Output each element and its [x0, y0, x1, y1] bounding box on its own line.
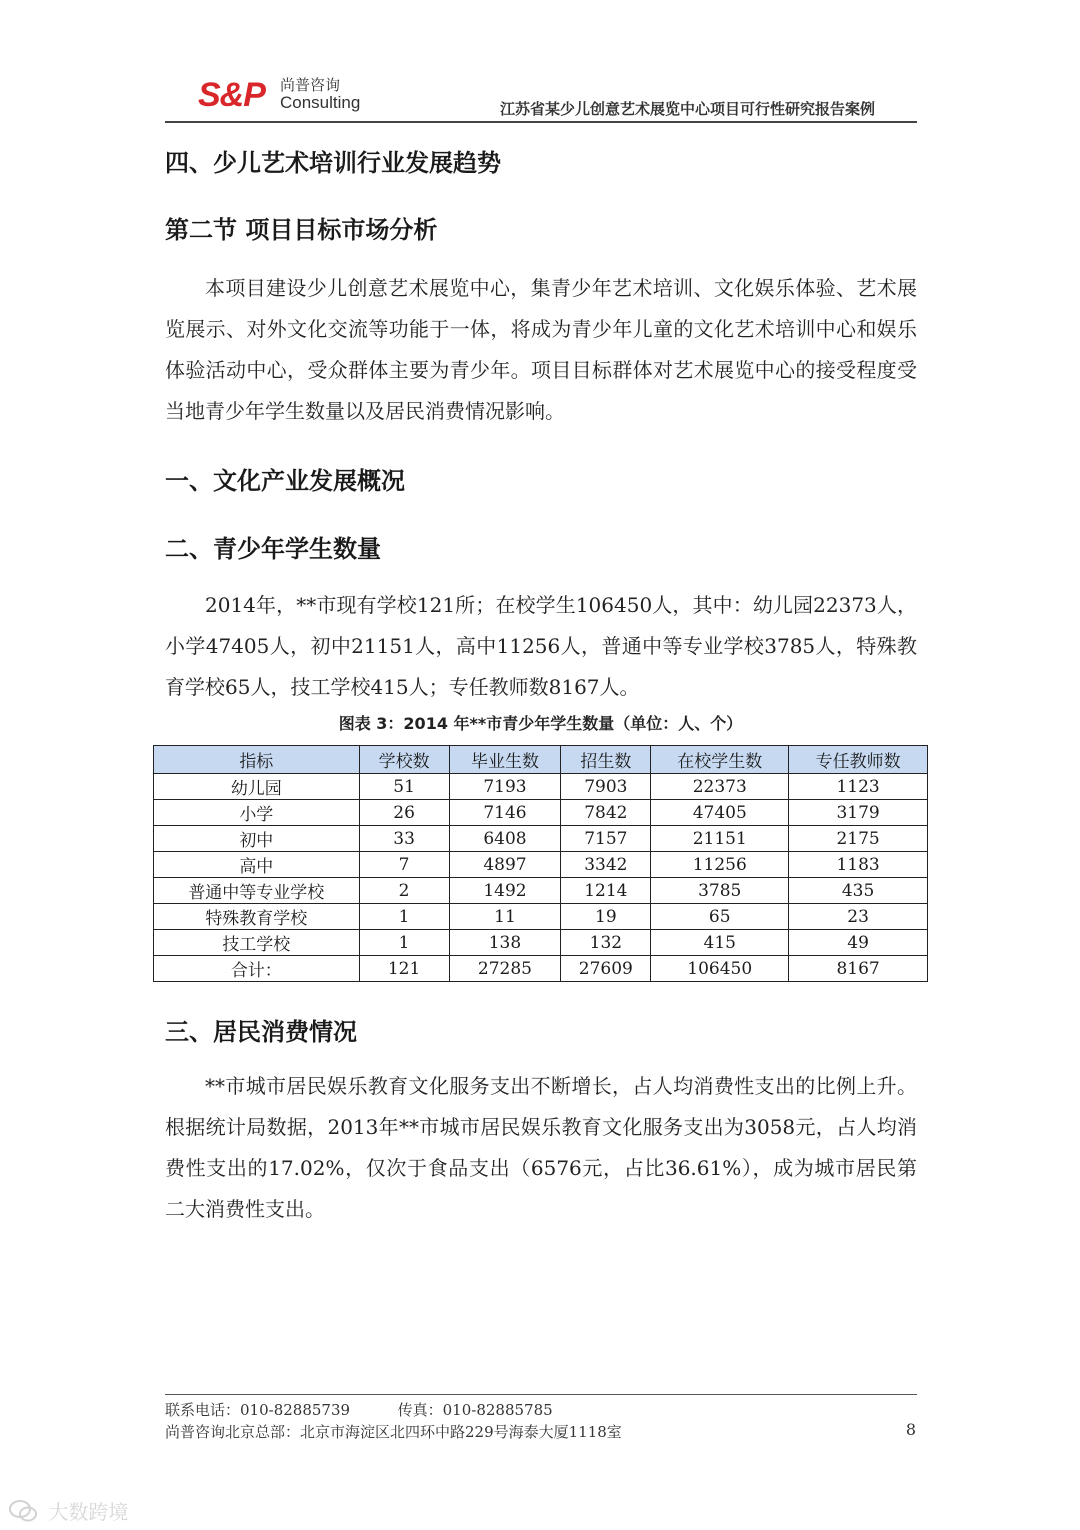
- students-paragraph: 2014年，**市现有学校121所；在校学生106450人，其中：幼儿园22373人，小学47405人，初中21151人，高中11256人，普通中等专业学校3785人，特殊教育学校65人，技工学校415人；专任教师数8167人。: [165, 593, 917, 699]
- consumption-paragraph: **市城市居民娱乐教育文化服务支出不断增长，占人均消费性支出的比例上升。根据统计局数据，2013年**市城市居民娱乐教育文化服务支出为3058元，占人均消费性支出的17.02%，仅次于食品支出（6576元，占比36.61%），成为城市居民第二大消费性支出。: [165, 1074, 917, 1221]
- table-cell: 1123: [789, 774, 928, 800]
- logo-chinese-name: 尚普咨询: [280, 76, 341, 94]
- table-cell: 19: [561, 904, 651, 930]
- footer-fax: 传真：010-82885785: [397, 1401, 553, 1419]
- table-cell: 普通中等专业学校: [154, 878, 360, 904]
- table-cell: 幼儿园: [154, 774, 360, 800]
- table-cell: 11: [449, 904, 561, 930]
- table-cell: 106450: [651, 956, 789, 982]
- wechat-icon: [8, 1499, 38, 1528]
- table-row: [154, 826, 928, 852]
- student-stats-table: [153, 745, 928, 982]
- table-cell: 22373: [651, 774, 789, 800]
- table-caption: 图表 3：2014 年**市青少年学生数量（单位：人、个）: [338, 714, 743, 733]
- table-cell: 2175: [789, 826, 928, 852]
- table-cell: 技工学校: [154, 930, 360, 956]
- table-row: [154, 904, 928, 930]
- table-cell: 138: [449, 930, 561, 956]
- table-cell: 6408: [449, 826, 561, 852]
- table-row: [154, 878, 928, 904]
- table-cell: 4897: [449, 852, 561, 878]
- table-cell: 49: [789, 930, 928, 956]
- intro-paragraph: 本项目建设少儿创意艺术展览中心，集青少年艺术培训、文化娱乐体验、艺术展览展示、对外文化交流等功能于一体，将成为青少年儿童的文化艺术培训中心和娱乐体验活动中心，受众群体主要为青少年。项目目标群体对艺术展览中心的接受程度受当地青少年学生数量以及居民消费情况影响。: [165, 276, 917, 423]
- header-report-title: 江苏省某少儿创意艺术展览中心项目可行性研究报告案例: [499, 100, 875, 118]
- table-cell: 132: [561, 930, 651, 956]
- company-logo: [198, 74, 378, 120]
- column-header: 在校学生数: [651, 746, 789, 774]
- table-cell: 7193: [449, 774, 561, 800]
- table-cell: 47405: [651, 800, 789, 826]
- table-cell: 65: [651, 904, 789, 930]
- table-row: [154, 930, 928, 956]
- table-cell: 11256: [651, 852, 789, 878]
- table-cell: 1: [359, 930, 449, 956]
- table-cell: 1183: [789, 852, 928, 878]
- table-cell: 7842: [561, 800, 651, 826]
- watermark-text: 大数跨境: [48, 1500, 129, 1524]
- column-header: 毕业生数: [449, 746, 561, 774]
- table-cell: 初中: [154, 826, 360, 852]
- table-cell: 23: [789, 904, 928, 930]
- table-cell: 27609: [561, 956, 651, 982]
- table-cell: 小学: [154, 800, 360, 826]
- table-cell: 3179: [789, 800, 928, 826]
- footer-contact-line: [165, 1399, 553, 1420]
- column-header: 学校数: [359, 746, 449, 774]
- table-row: [154, 800, 928, 826]
- table-cell: 2: [359, 878, 449, 904]
- watermark: [8, 1496, 128, 1528]
- table-cell: 415: [651, 930, 789, 956]
- column-header: 指标: [154, 746, 360, 774]
- table-cell: 7146: [449, 800, 561, 826]
- header-divider: [165, 121, 917, 123]
- table-cell: 1492: [449, 878, 561, 904]
- footer-phone: 联系电话：010-82885739: [165, 1401, 351, 1419]
- heading-culture-industry: 一、文化产业发展概况: [165, 467, 405, 495]
- logo-english-name: Consulting: [280, 93, 361, 112]
- table-cell: 1: [359, 904, 449, 930]
- table-cell: 7903: [561, 774, 651, 800]
- table-cell: 26: [359, 800, 449, 826]
- footer-divider: [165, 1394, 917, 1395]
- table-cell: 33: [359, 826, 449, 852]
- column-header: 专任教师数: [789, 746, 928, 774]
- table-cell: 特殊教育学校: [154, 904, 360, 930]
- heading-section-2: 第二节 项目目标市场分析: [165, 216, 438, 244]
- table-cell: 8167: [789, 956, 928, 982]
- table-cell: 21151: [651, 826, 789, 852]
- table-cell: 27285: [449, 956, 561, 982]
- table-row: [154, 774, 928, 800]
- table-row: [154, 852, 928, 878]
- table-cell: 7157: [561, 826, 651, 852]
- table-cell: 435: [789, 878, 928, 904]
- heading-student-numbers: 二、青少年学生数量: [165, 535, 381, 563]
- footer-address: 尚普咨询北京总部：北京市海淀区北四环中路229号海泰大厦1118室: [165, 1423, 622, 1441]
- table-cell: 高中: [154, 852, 360, 878]
- table-total-row: [154, 956, 928, 982]
- table-cell: 7: [359, 852, 449, 878]
- table-cell: 合计：: [154, 956, 360, 982]
- table-cell: 3785: [651, 878, 789, 904]
- page-number: 8: [905, 1420, 916, 1439]
- heading-industry-trend: 四、少儿艺术培训行业发展趋势: [165, 149, 501, 177]
- table-cell: 121: [359, 956, 449, 982]
- table-header-row: [154, 746, 928, 774]
- heading-consumption: 三、居民消费情况: [165, 1018, 357, 1046]
- logo-mark: S&P: [198, 76, 265, 114]
- table-cell: 3342: [561, 852, 651, 878]
- table-cell: 1214: [561, 878, 651, 904]
- column-header: 招生数: [561, 746, 651, 774]
- table-cell: 51: [359, 774, 449, 800]
